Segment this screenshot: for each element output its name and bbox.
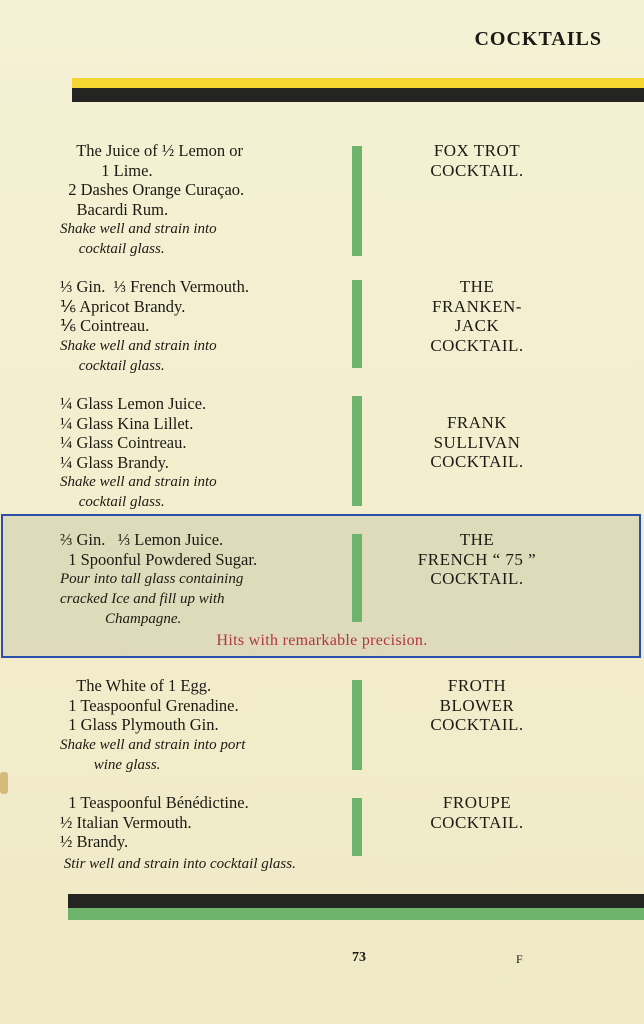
ingredient-line: ¼ Glass Cointreau. (60, 433, 187, 452)
ingredient-line: ¼ Glass Brandy. (60, 452, 169, 472)
ingredient-line: 1 Lime. (60, 160, 153, 180)
instruction-line: Stir well and strain into cocktail glass. (60, 855, 296, 872)
bottom-green-rule (68, 908, 644, 920)
cocktail-name-line: FRANKEN- (432, 296, 522, 316)
cocktail-name-line: FRENCH “ 75 ” (417, 549, 537, 569)
recipe-ingredients (60, 141, 345, 259)
green-divider-bar (352, 146, 362, 256)
green-divider-bar (352, 396, 362, 506)
instruction-line: cocktail glass. (60, 241, 165, 257)
cocktail-name (392, 141, 562, 180)
ingredient-line: ⅙ Apricot Brandy. (60, 296, 186, 316)
cocktail-name (392, 413, 562, 472)
recipe-ingredients (60, 676, 345, 775)
cocktail-name (392, 277, 562, 355)
recipe-ingredients (60, 394, 345, 512)
top-black-rule (72, 88, 644, 102)
cocktail-name-line: FROUPE (442, 793, 512, 812)
cocktail-name-line: FROTH (447, 676, 507, 695)
ingredient-line: 1 Teaspoonful Grenadine. (60, 695, 239, 715)
cocktail-name-line: JACK (454, 316, 500, 335)
cocktail-name-line: SULLIVAN (433, 432, 521, 452)
green-divider-bar (352, 280, 362, 368)
cocktail-name-line: FOX TROT (433, 141, 521, 160)
recipe-ingredients (60, 793, 390, 874)
green-divider-bar (352, 680, 362, 770)
ingredient-line: 2 Dashes Orange Curaçao. (60, 180, 245, 199)
ingredient-line: 1 Glass Plymouth Gin. (60, 715, 219, 734)
cocktail-name-line: COCKTAIL. (430, 452, 524, 471)
instruction-line: Champagne. (60, 611, 182, 627)
instruction-line: cocktail glass. (60, 357, 165, 374)
green-divider-bar (352, 534, 362, 622)
cocktail-name (392, 676, 562, 735)
page-number: 73 (352, 950, 366, 965)
ingredient-line: ½ Brandy. (60, 832, 129, 851)
ingredient-line: ¼ Glass Lemon Juice. (60, 394, 207, 413)
instruction-line: Shake well and strain into (60, 221, 217, 237)
page-header-title: COCKTAILS (474, 28, 602, 50)
instruction-line: Shake well and strain into (60, 474, 217, 490)
bottom-black-rule (68, 894, 644, 908)
cocktail-name (392, 793, 562, 832)
cocktail-name-line: COCKTAIL. (430, 335, 524, 355)
ingredient-line: Bacardi Rum. (60, 199, 169, 219)
instruction-line: wine glass. (60, 756, 161, 773)
ingredient-line: ½ Italian Vermouth. (60, 812, 192, 832)
recipe-ingredients (60, 277, 345, 376)
instruction-line: cracked Ice and fill up with (60, 591, 225, 607)
signature-mark: F (516, 952, 523, 966)
ingredient-line: ⅓ Gin. ⅓ French Vermouth. (60, 277, 249, 296)
annotation-note: Hits with remarkable precision. (216, 632, 428, 649)
cocktail-name-line: COCKTAIL. (430, 812, 524, 832)
instruction-line: Shake well and strain into port (60, 736, 246, 753)
cocktail-name (392, 530, 562, 589)
ingredient-line: The White of 1 Egg. (60, 676, 212, 695)
cocktail-name-line: THE (459, 277, 495, 296)
cocktail-name-line: COCKTAIL. (430, 569, 524, 588)
recipe-ingredients (60, 530, 310, 629)
ingredient-line: ⅙ Cointreau. (60, 316, 150, 335)
green-divider-bar (352, 798, 362, 856)
ingredient-line: 1 Teaspoonful Bénédictine. (60, 793, 249, 812)
top-yellow-rule (72, 78, 644, 88)
cocktail-name-line: THE (459, 530, 495, 549)
cocktail-name-line: COCKTAIL. (430, 160, 524, 180)
ingredient-line: 1 Spoonful Powdered Sugar. (60, 549, 258, 569)
instruction-line: Shake well and strain into (60, 337, 217, 354)
cocktail-name-line: BLOWER (439, 695, 515, 715)
cocktail-name-line: COCKTAIL. (430, 715, 524, 734)
ingredient-line: ¼ Glass Kina Lillet. (60, 413, 194, 433)
instruction-line: Pour into tall glass containing (60, 571, 244, 587)
ingredient-line: ⅔ Gin. ⅓ Lemon Juice. (60, 530, 224, 549)
ingredient-line: The Juice of ½ Lemon or (60, 141, 243, 160)
cocktail-name-line: FRANK (446, 413, 508, 432)
instruction-line: cocktail glass. (60, 494, 165, 510)
edge-stain (0, 772, 8, 794)
